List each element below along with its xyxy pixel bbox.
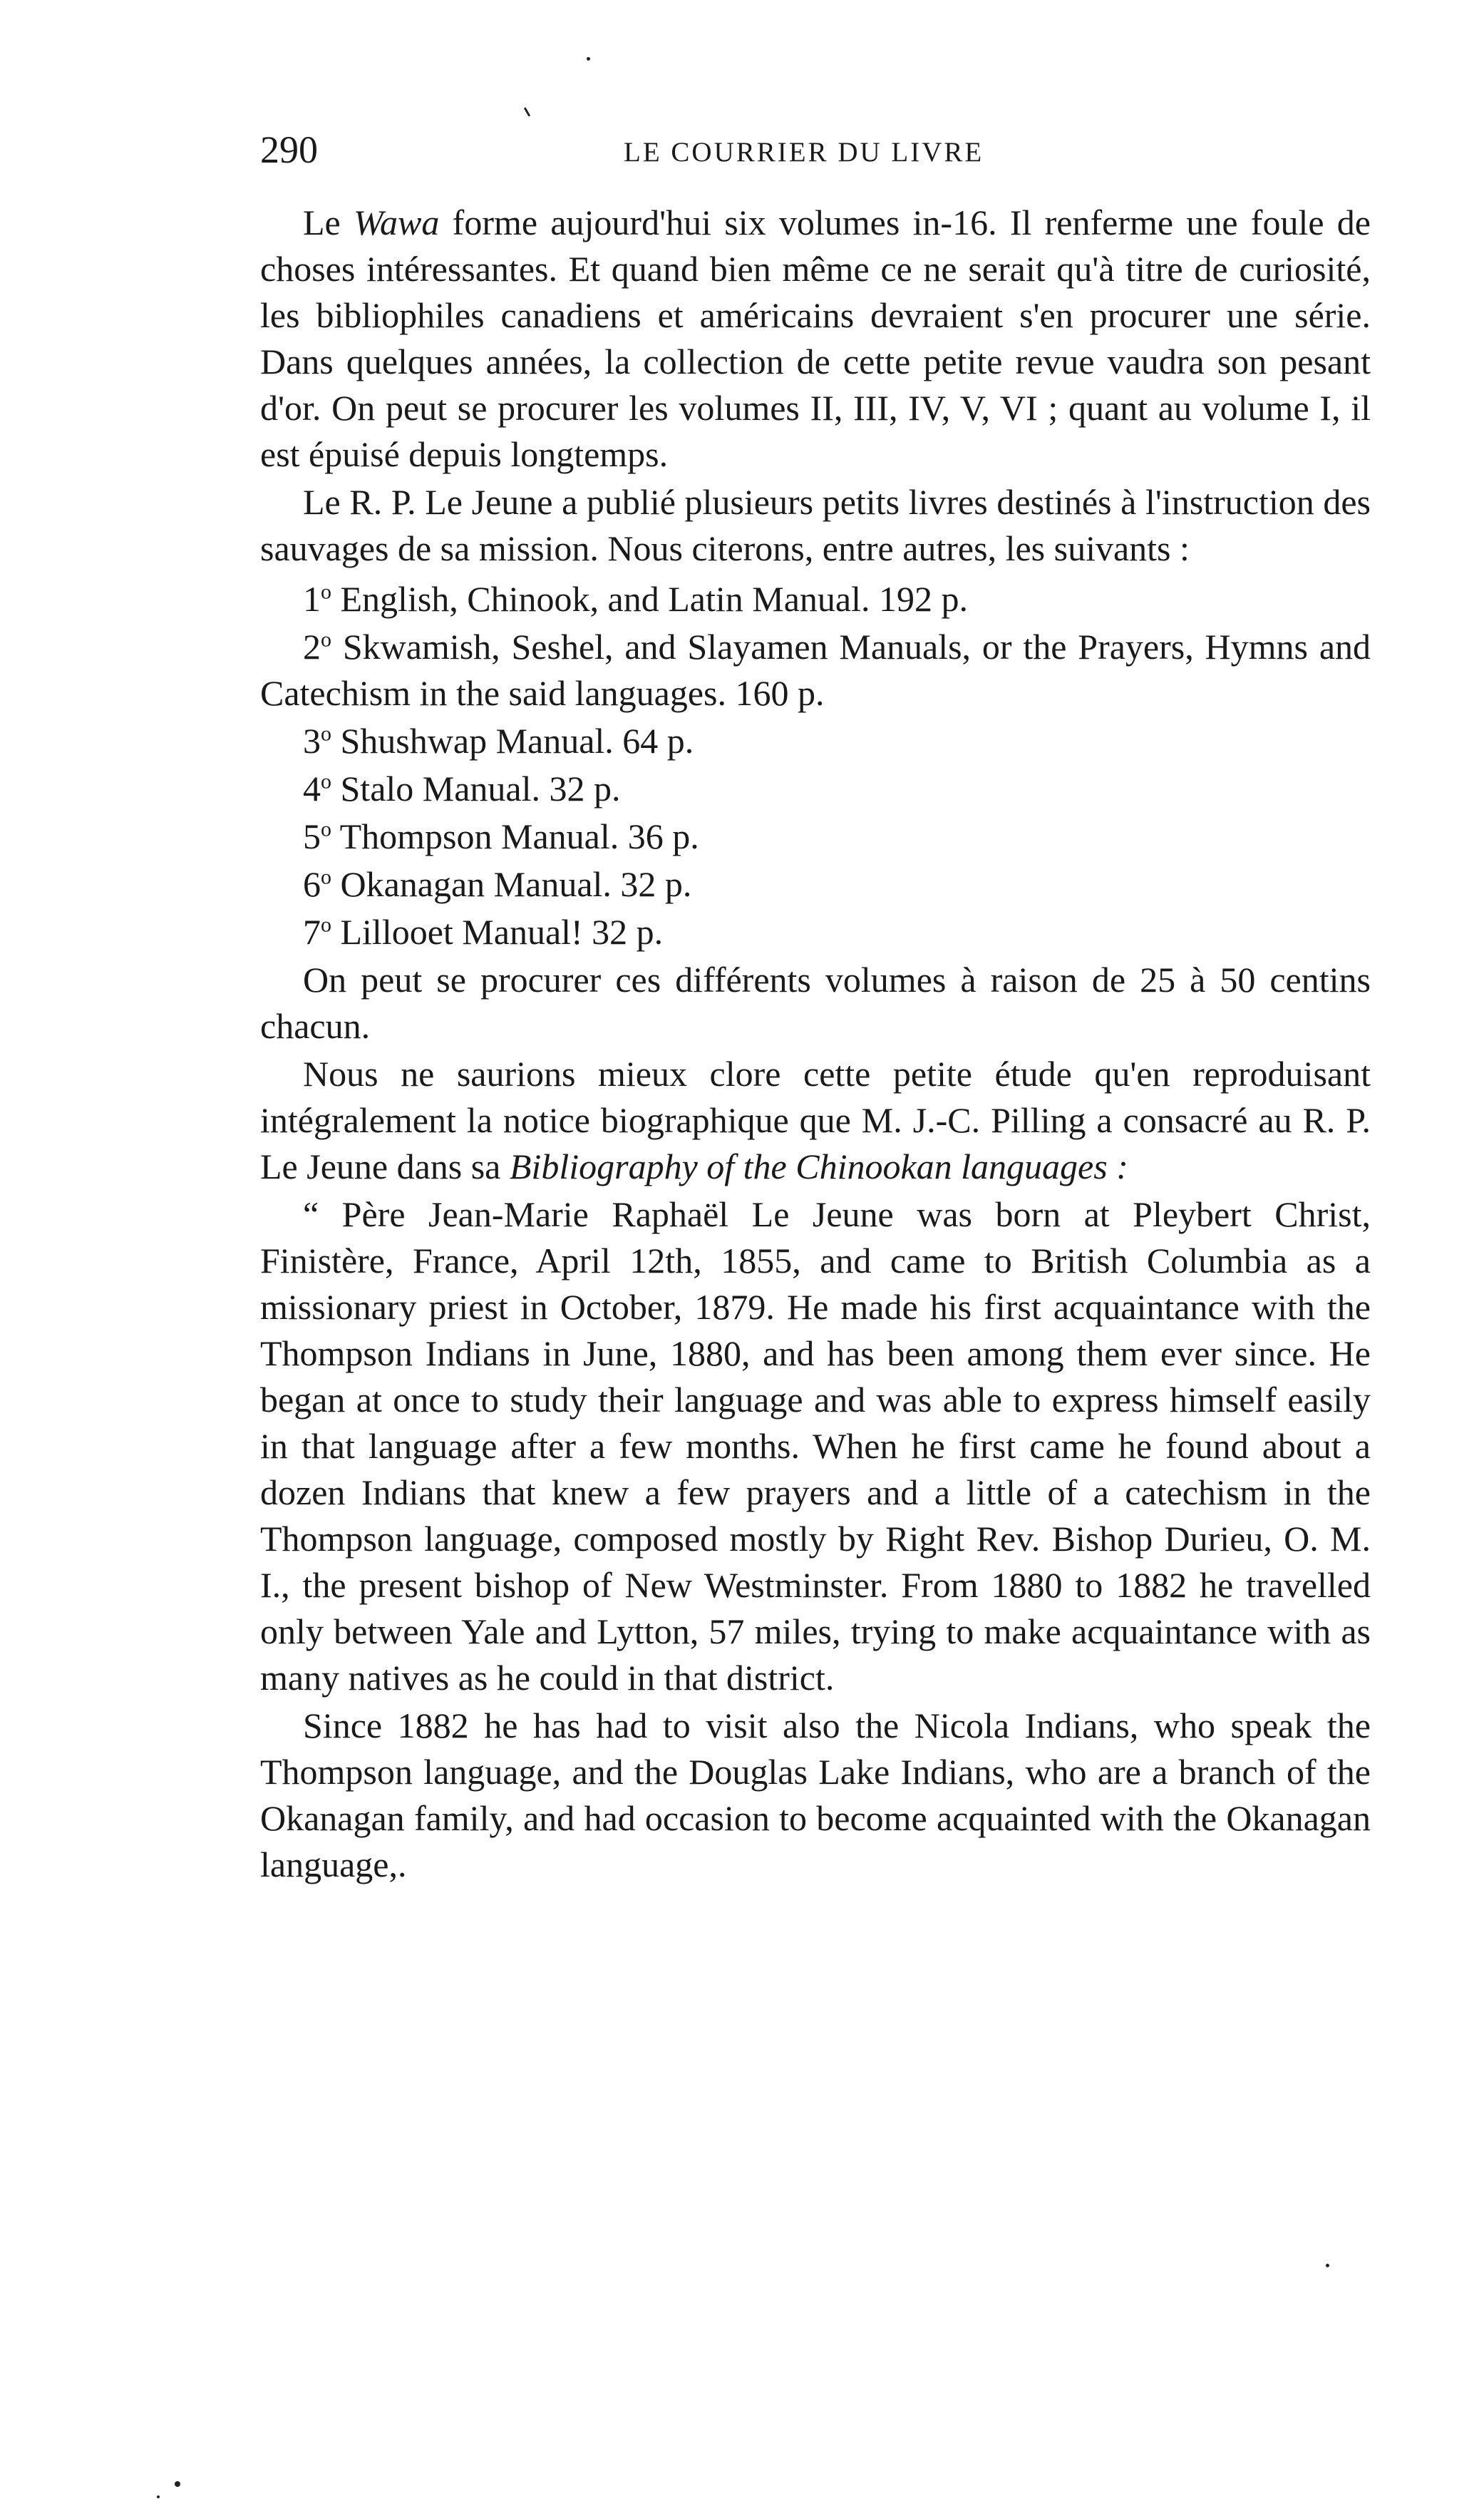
item-number: 6$^o$ bbox=[303, 864, 331, 904]
wawa-prefix: Le bbox=[303, 202, 354, 242]
scan-speck bbox=[175, 2481, 180, 2487]
item-number: 7$^o$ bbox=[303, 912, 331, 952]
pilling-text: Nous ne saurions mieux clore cette petite étude qu'en reproduisant intégralement la notice biographique que M. J.-C. Pilling a consacré au R. P. Le Jeune dans sa bbox=[260, 1054, 1371, 1186]
quote-paragraph-2: Since 1882 he has had to visit also the Nicola Indians, who speak the Thompson language, and the Douglas Lake Indians, who are a branch of the Okanagan family, and had occasion to become acquainted with the Okanagan language,. bbox=[260, 1705, 1371, 1884]
paragraph-intro: Le R. P. Le Jeune a publié plusieurs petits livres destinés à l'instruction des sauvages de sa mission. Nous citerons, entre autres, les suivants : bbox=[260, 482, 1371, 568]
item-number: 5$^o$ bbox=[303, 816, 331, 856]
item-number: 4$^o$ bbox=[303, 769, 331, 809]
item-text: Thompson Manual. 36 p. bbox=[339, 816, 699, 856]
publication-item bbox=[260, 909, 1371, 955]
running-head bbox=[260, 121, 1030, 178]
publication-item bbox=[260, 861, 1371, 908]
body-text bbox=[260, 200, 1371, 1889]
item-number: 1$^o$ bbox=[303, 579, 331, 619]
publication-item bbox=[260, 718, 1371, 764]
journal-title: LE COURRIER DU LIVRE bbox=[624, 137, 984, 168]
page-number: 290 bbox=[260, 128, 318, 171]
publication-item bbox=[260, 814, 1371, 860]
wawa-text: forme aujourd'hui six volumes in-16. Il renferme une foule de choses intéressantes. Et quand bien même ce ne serait qu'à titre de curiosité, les bibliophiles canadiens et américains devraient s'en procurer une série. Dans quelques années, la collection de cette petite revue vaudra son pesant d'or. On peut se procurer les volumes II, III, IV, V, VI ; quant au volume I, il est épuisé depuis longtemps. bbox=[260, 202, 1371, 474]
wawa-title: Wawa bbox=[354, 202, 440, 242]
publication-item bbox=[260, 766, 1371, 812]
scan-speck bbox=[524, 107, 531, 117]
publication-item bbox=[260, 576, 1371, 622]
item-text: Okanagan Manual. 32 p. bbox=[340, 864, 692, 904]
item-text: Shushwap Manual. 64 p. bbox=[340, 721, 694, 761]
item-text: Stalo Manual. 32 p. bbox=[340, 769, 621, 809]
scan-speck bbox=[587, 57, 590, 61]
item-number: 3$^o$ bbox=[303, 721, 331, 761]
item-text: Lillooet Manual! 32 p. bbox=[340, 912, 664, 952]
paragraph-wawa bbox=[260, 200, 1371, 478]
scan-speck bbox=[157, 2495, 160, 2498]
item-text: Skwamish, Seshel, and Slayamen Manuals, or the Prayers, Hymns and Catechism in the said languages. 160 p. bbox=[260, 627, 1371, 713]
publication-item bbox=[260, 624, 1371, 717]
item-text: English, Chinook, and Latin Manual. 192 p. bbox=[340, 579, 968, 619]
quote-paragraph-1: “ Père Jean-Marie Raphaël Le Jeune was born at Pleybert Christ, Finistère, France, April 12th, 1855, and came to British Columbia as a missionary priest in October, 1879. He made his first acquaintance with the Thompson Indians in June, 1880, and has been among them ever since. He began at once to study their language and was able to express himself easily in that language after a few months. When he first came he found about a dozen Indians that knew a few prayers and a little of a catechism in the Thompson language, composed mostly by Right Rev. Bishop Durieu, O. M. I., the present bishop of New Westminster. From 1880 to 1882 he travelled only between Yale and Lytton, 57 miles, trying to make acquaintance with as many natives as he could in that district. bbox=[260, 1194, 1371, 1698]
bibliography-title: Bibliography of the Chinookan languages : bbox=[509, 1146, 1128, 1186]
publication-list bbox=[260, 576, 1371, 955]
paragraph-price: On peut se procurer ces différents volumes à raison de 25 à 50 centins chacun. bbox=[260, 960, 1371, 1046]
scan-speck bbox=[1326, 2264, 1329, 2267]
item-number: 2$^o$ bbox=[303, 627, 331, 667]
paragraph-pilling bbox=[260, 1051, 1371, 1190]
